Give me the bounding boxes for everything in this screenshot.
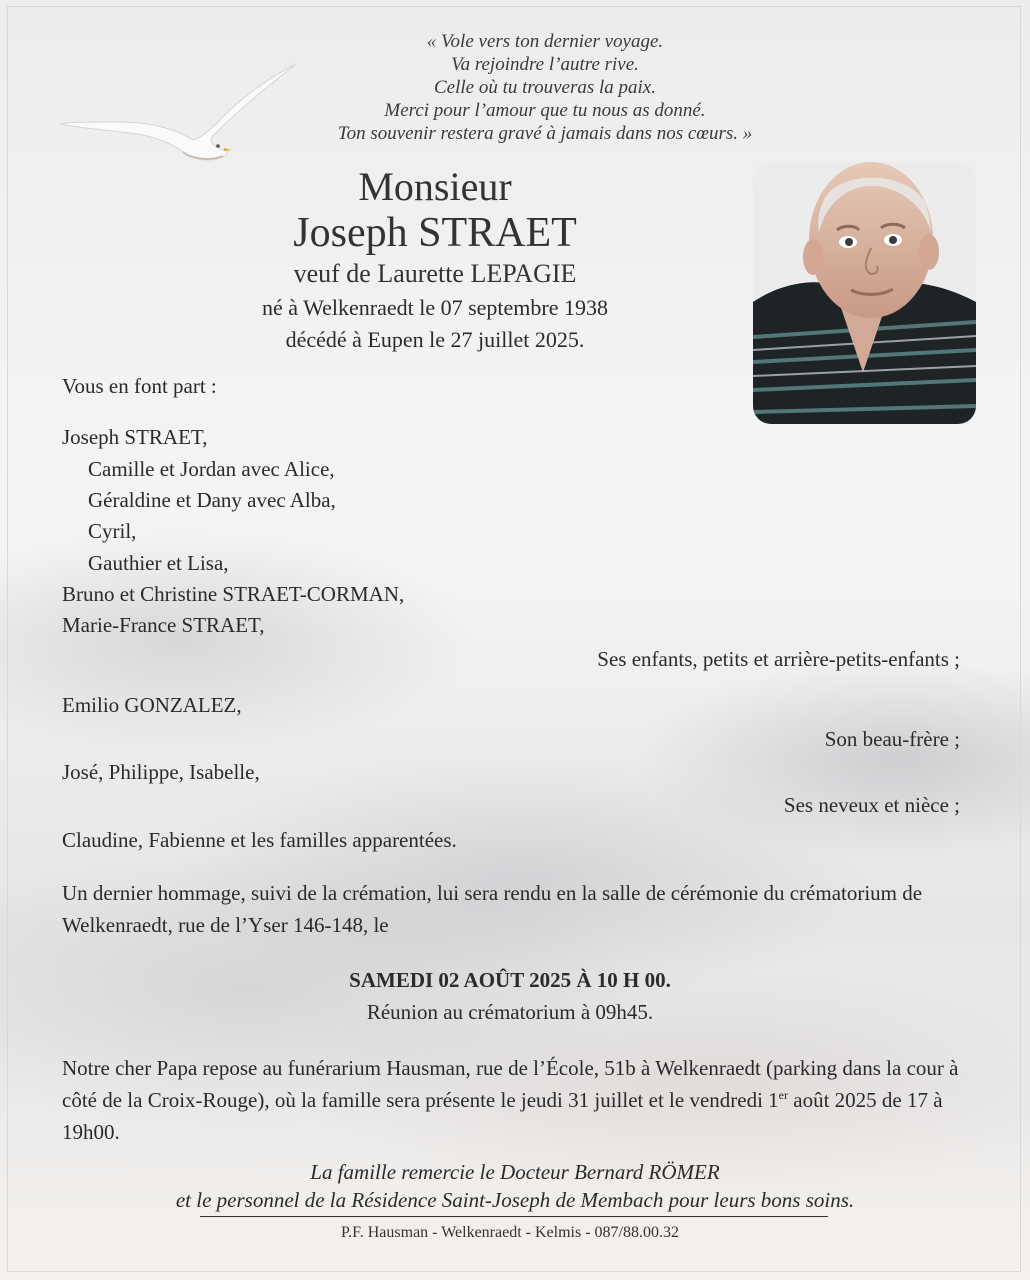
family-line: Cyril, (88, 519, 137, 543)
poem-quote (240, 30, 850, 145)
visitation-text (62, 1052, 962, 1148)
ceremony-date: SAMEDI 02 AOÛT 2025 À 10 H 00. (349, 968, 671, 992)
family-line: Joseph STRAET, (62, 425, 208, 449)
funeral-home-footer: P.F. Hausman - Welkenraedt - Kelmis - 087/88.00.32 (341, 1224, 679, 1241)
announcers-intro: Vous en font part : (62, 374, 217, 398)
civility: Monsieur (358, 164, 512, 209)
poem-line: Ton souvenir restera gravé à jamais dans nos cœurs. » (337, 123, 753, 144)
ceremony-text: Un dernier hommage, suivi de la crémation, lui sera rendu en la salle de cérémonie du crématorium de Welkenraedt, rue de l’Yser 146-148, le (62, 881, 923, 937)
poem-line: Merci pour l’amour que tu nous as donné. (384, 100, 706, 121)
thanks-line: La famille remercie le Docteur Bernard RÖMER (310, 1160, 720, 1184)
ordinal-superscript: er (778, 1088, 788, 1102)
portrait-photo (753, 162, 976, 424)
family-line: Emilio GONZALEZ, (62, 693, 242, 717)
family-line: Géraldine et Dany avec Alba, (88, 488, 336, 512)
family-role: Son beau-frère ; (824, 727, 960, 751)
family-line: Marie-France STRAET, (62, 613, 265, 637)
visitation-text-start: Notre cher Papa repose au funérarium Hausman, rue de l’École, 51b à Welkenraedt (parking dans la cour à côté de la Croix-Rouge), où la famille sera présente le jeudi 31 juillet et le vendredi 1 (62, 1056, 959, 1112)
thanks-line: et le personnel de la Résidence Saint-Joseph de Membach pour leurs bons soins. (175, 1188, 855, 1212)
family-line: José, Philippe, Isabelle, (62, 760, 260, 784)
poem-line: Va rejoindre l’autre rive. (451, 54, 639, 75)
family-line: Claudine, Fabienne et les familles apparentées. (62, 828, 457, 852)
family-line: Gauthier et Lisa, (88, 551, 229, 575)
birth-info: né à Welkenraedt le 07 septembre 1938 (261, 295, 609, 320)
meeting-time: Réunion au crématorium à 09h45. (366, 1000, 654, 1024)
family-line: Camille et Jordan avec Alice, (88, 457, 335, 481)
poem-line: « Vole vers ton dernier voyage. (426, 31, 664, 52)
family-role: Ses enfants, petits et arrière-petits-enfants ; (597, 647, 960, 671)
deceased-name: Joseph STRAET (293, 210, 577, 256)
death-info: décédé à Eupen le 27 juillet 2025. (285, 327, 585, 352)
family-role: Ses neveux et nièce ; (783, 793, 960, 817)
family-line: Bruno et Christine STRAET-CORMAN, (62, 582, 405, 606)
divider (200, 1216, 828, 1217)
poem-line: Celle où tu trouveras la paix. (434, 77, 656, 98)
widow-of: veuf de Laurette LEPAGIE (293, 259, 577, 288)
visitation-text-end: août 2025 de 17 à 19h00. (62, 1088, 943, 1144)
